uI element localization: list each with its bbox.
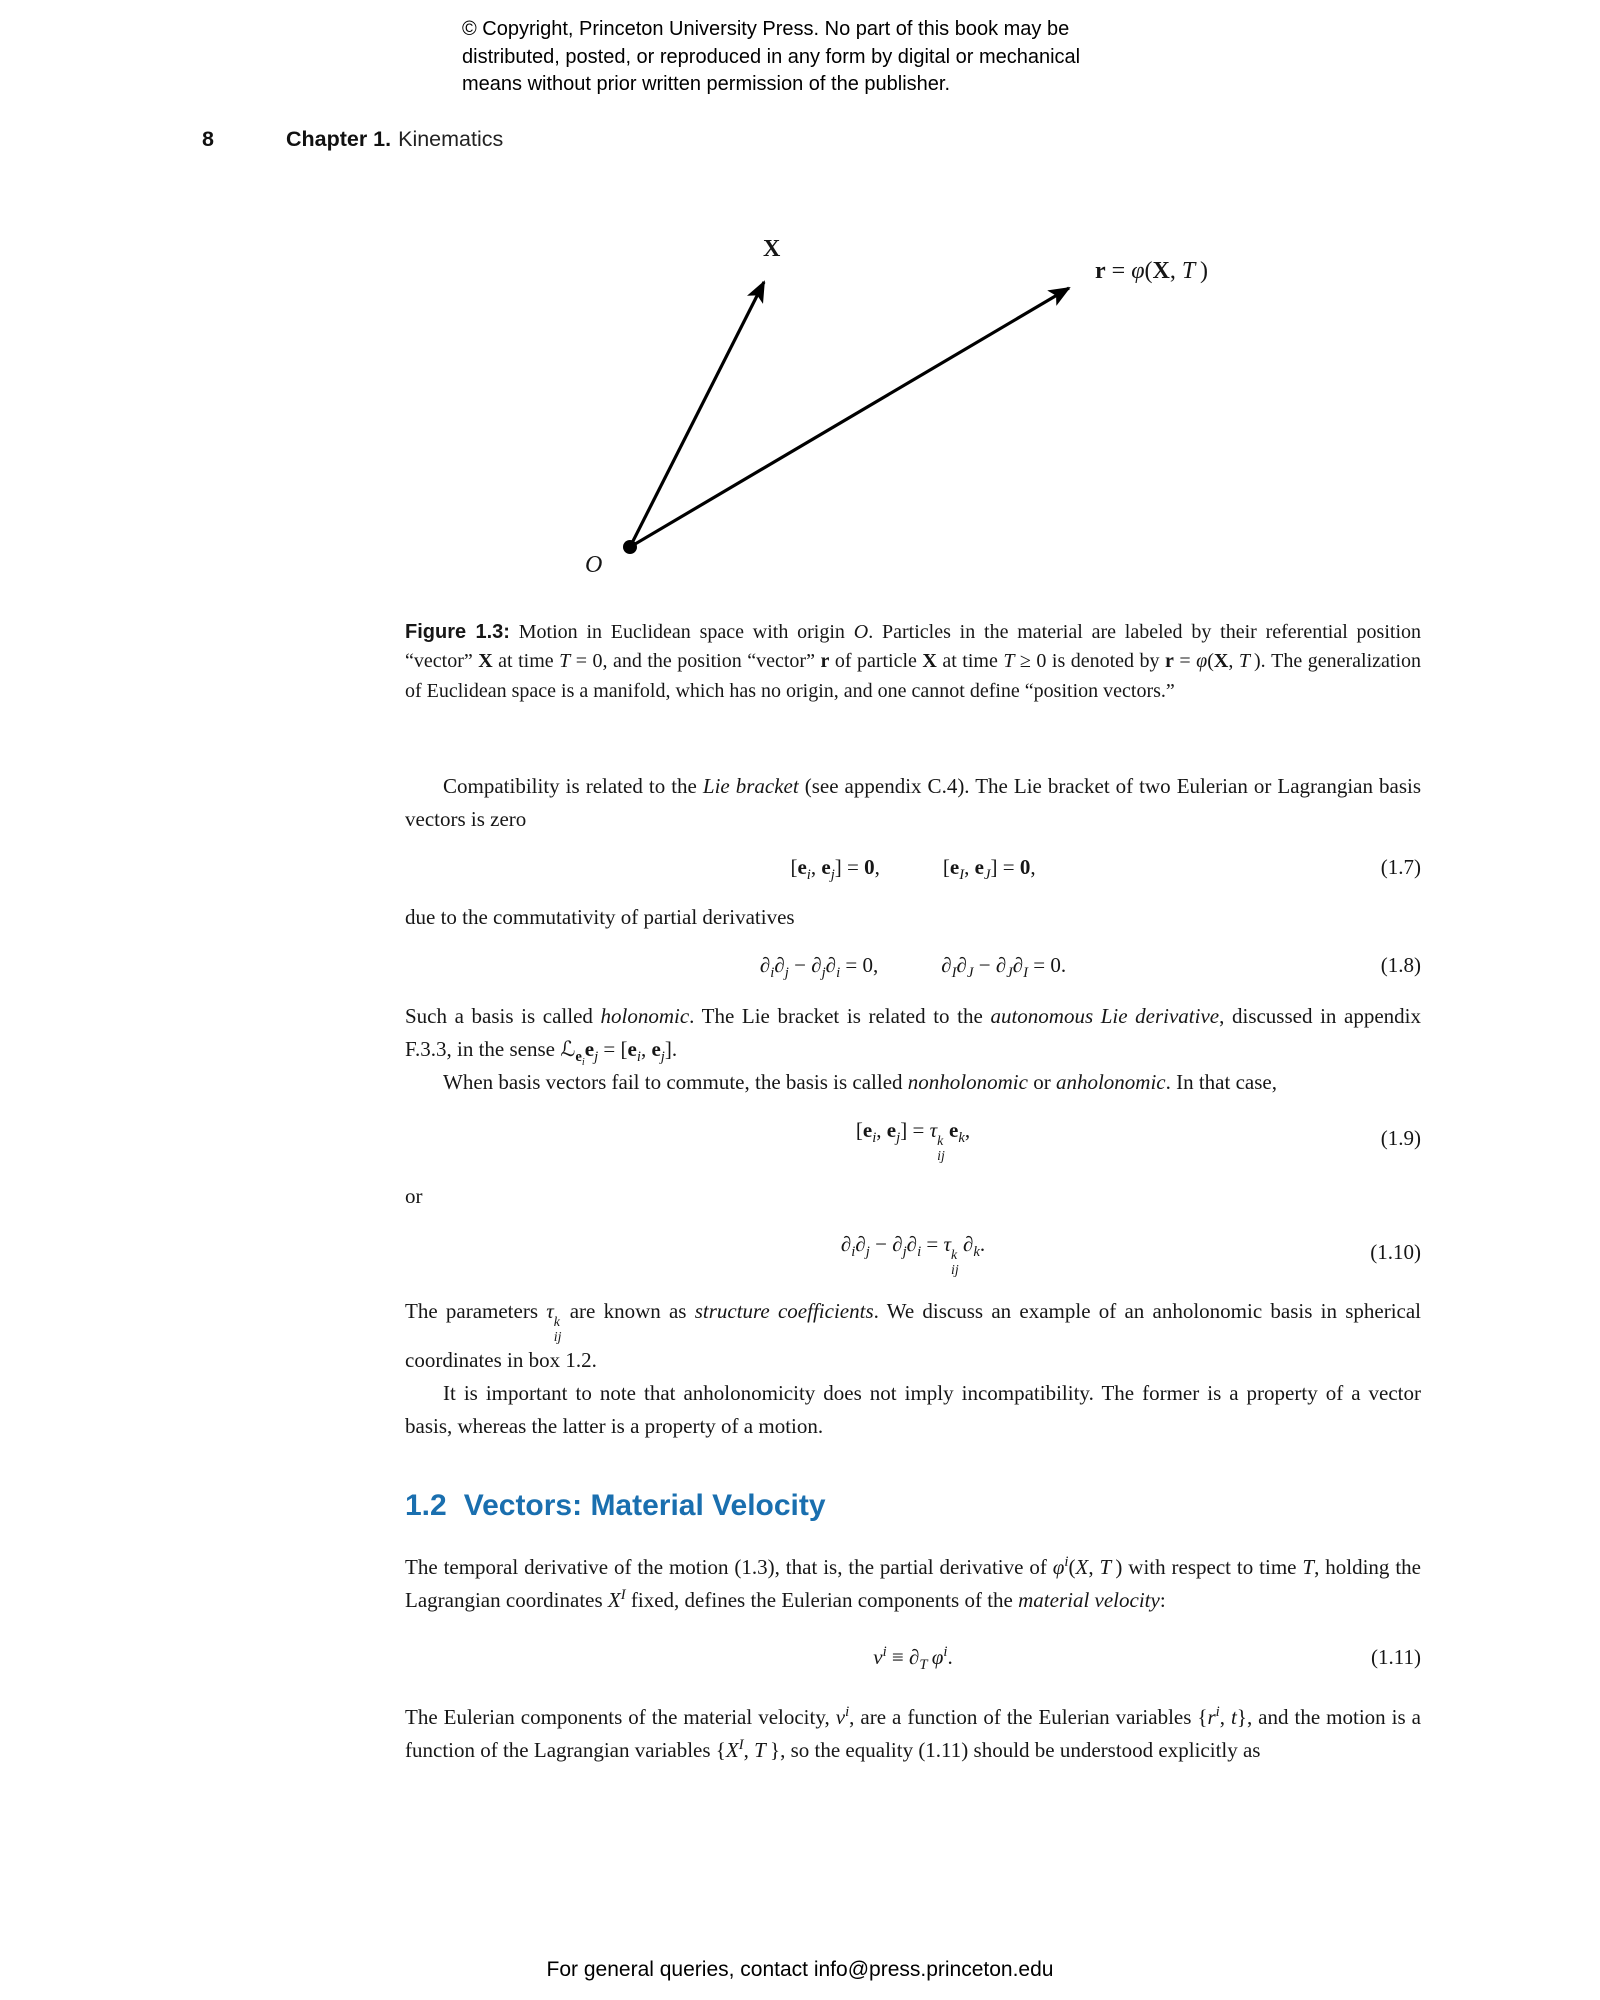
equation-math: $v^i \equiv \partial_T$ $\varphi^i$. — [873, 1644, 953, 1674]
label-r-phi: r = φ(X, T ) — [1095, 257, 1208, 284]
equation-math: $\partial_i\partial_j - \partial_j\partial_i = 0$, $\partial_I\partial_J - \partial_J\partial_I = 0$. — [759, 953, 1067, 982]
chapter-label: Chapter 1. — [285, 126, 392, 151]
footer-contact: For general queries, contact info@press.princeton.edu — [546, 1958, 1054, 1981]
paragraph-holonomic: Such a basis is called holonomic. The Lie bracket is related to the autonomous Lie derivative, discussed in appendix F.3.3, in the sense $ℒ_{e_i}e_j = [e_i$, $e_j$]. — [405, 1004, 1421, 1069]
label-origin: O — [585, 551, 603, 578]
copyright-line: means without prior written permission of the publisher. — [462, 73, 951, 96]
main-text-column — [405, 152, 1421, 1767]
equation-number: (1.10) — [1370, 1240, 1421, 1265]
section-heading-1-2 — [405, 1489, 1421, 1523]
equation-math: [$e_i$, $e_j] = \tau$ k ij $e_k$, — [855, 1117, 971, 1163]
copyright-notice — [462, 16, 1600, 99]
equation-1-10 — [405, 1228, 1421, 1278]
paragraph-nonholonomic: When basis vectors fail to commute, the basis is called nonholonomic or anholonomic. In that case, — [443, 1069, 1277, 1094]
chapter-title: Kinematics — [398, 126, 504, 151]
running-head — [202, 127, 1600, 152]
figure-diagram-area — [405, 230, 1421, 590]
figure-caption-label: Figure 1.3: — [405, 620, 510, 643]
figure-1-3 — [405, 230, 1421, 706]
equation-math: $\partial_i\partial_j - \partial_j\partial_i = \tau$ k ij $\partial_k$. — [840, 1232, 986, 1277]
equation-number: (1.9) — [1380, 1125, 1421, 1150]
equation-1-9 — [405, 1114, 1421, 1164]
equation-number: (1.7) — [1380, 854, 1421, 879]
equation-1-8 — [405, 949, 1421, 983]
equation-1-11 — [405, 1641, 1421, 1675]
paragraph-important-note: It is important to note that anholonomicity does not imply incompatibility. The former is a property of a vector basis, whereas the latter is a property of a motion. — [405, 1381, 1421, 1439]
figure-caption — [405, 618, 1421, 706]
copyright-line: distributed, posted, or reproduced in any form by digital or mechanical — [462, 45, 1081, 68]
equation-math: [$e_i$, $e_j] = 0$, [$e_I$, $e_J] = 0$, — [790, 854, 1036, 884]
figure-caption-text: Motion in Euclidean space with origin O. Particles in the material are labeled by their referential position “vector” X at time T = 0, and the position “vector” r of particle X at time T ≥ 0 is denoted by r = φ(X, T ). The generalization of Euclidean space is a manifold, which has no origin, and one cannot define “position vectors.” — [405, 620, 1422, 702]
chapter-heading — [286, 127, 503, 152]
paragraph-compatibility: Compatibility is related to the Lie bracket (see appendix C.4). The Lie bracket of two Eulerian or Lagrangian basis vectors is zero — [405, 773, 1421, 831]
section-number: 1.2 — [405, 1489, 447, 1523]
equation-number: (1.11) — [1371, 1645, 1421, 1670]
paragraph-structure-coefficients: The parameters τ k ij are known as structure coefficients. We discuss an example of an anholonomic basis in spherical coordinates in box 1.2. — [405, 1298, 1422, 1373]
motion-diagram — [405, 230, 1421, 590]
section-title: Vectors: Material Velocity — [463, 1489, 826, 1523]
page-number: 8 — [202, 126, 214, 151]
paragraph-or: or — [405, 1184, 423, 1209]
equation-1-7 — [405, 851, 1421, 885]
copyright-line: © Copyright, Princeton University Press. No part of this book may be — [462, 18, 1070, 40]
equation-number: (1.8) — [1380, 953, 1421, 978]
origin-dot — [623, 540, 637, 554]
paragraph-due-to: due to the commutativity of partial derivatives — [405, 905, 795, 930]
paragraph-temporal-derivative: The temporal derivative of the motion (1.3), that is, the partial derivative of $\varphi^i(X$, T ) with respect to time T, holding the Lagrangian coordinates $X^I$ fixed, defines the Eulerian components of the material velocity: — [405, 1554, 1421, 1613]
paragraph-eulerian-components: The Eulerian components of the material velocity, $v^i$, are a function of the Eulerian variables {$r^i$, t}, and the motion is a function of the Lagrangian variables {$X^I$, T }, so the equality (1.11) should be understood explicitly as — [405, 1703, 1421, 1762]
label-X: X — [763, 235, 781, 262]
